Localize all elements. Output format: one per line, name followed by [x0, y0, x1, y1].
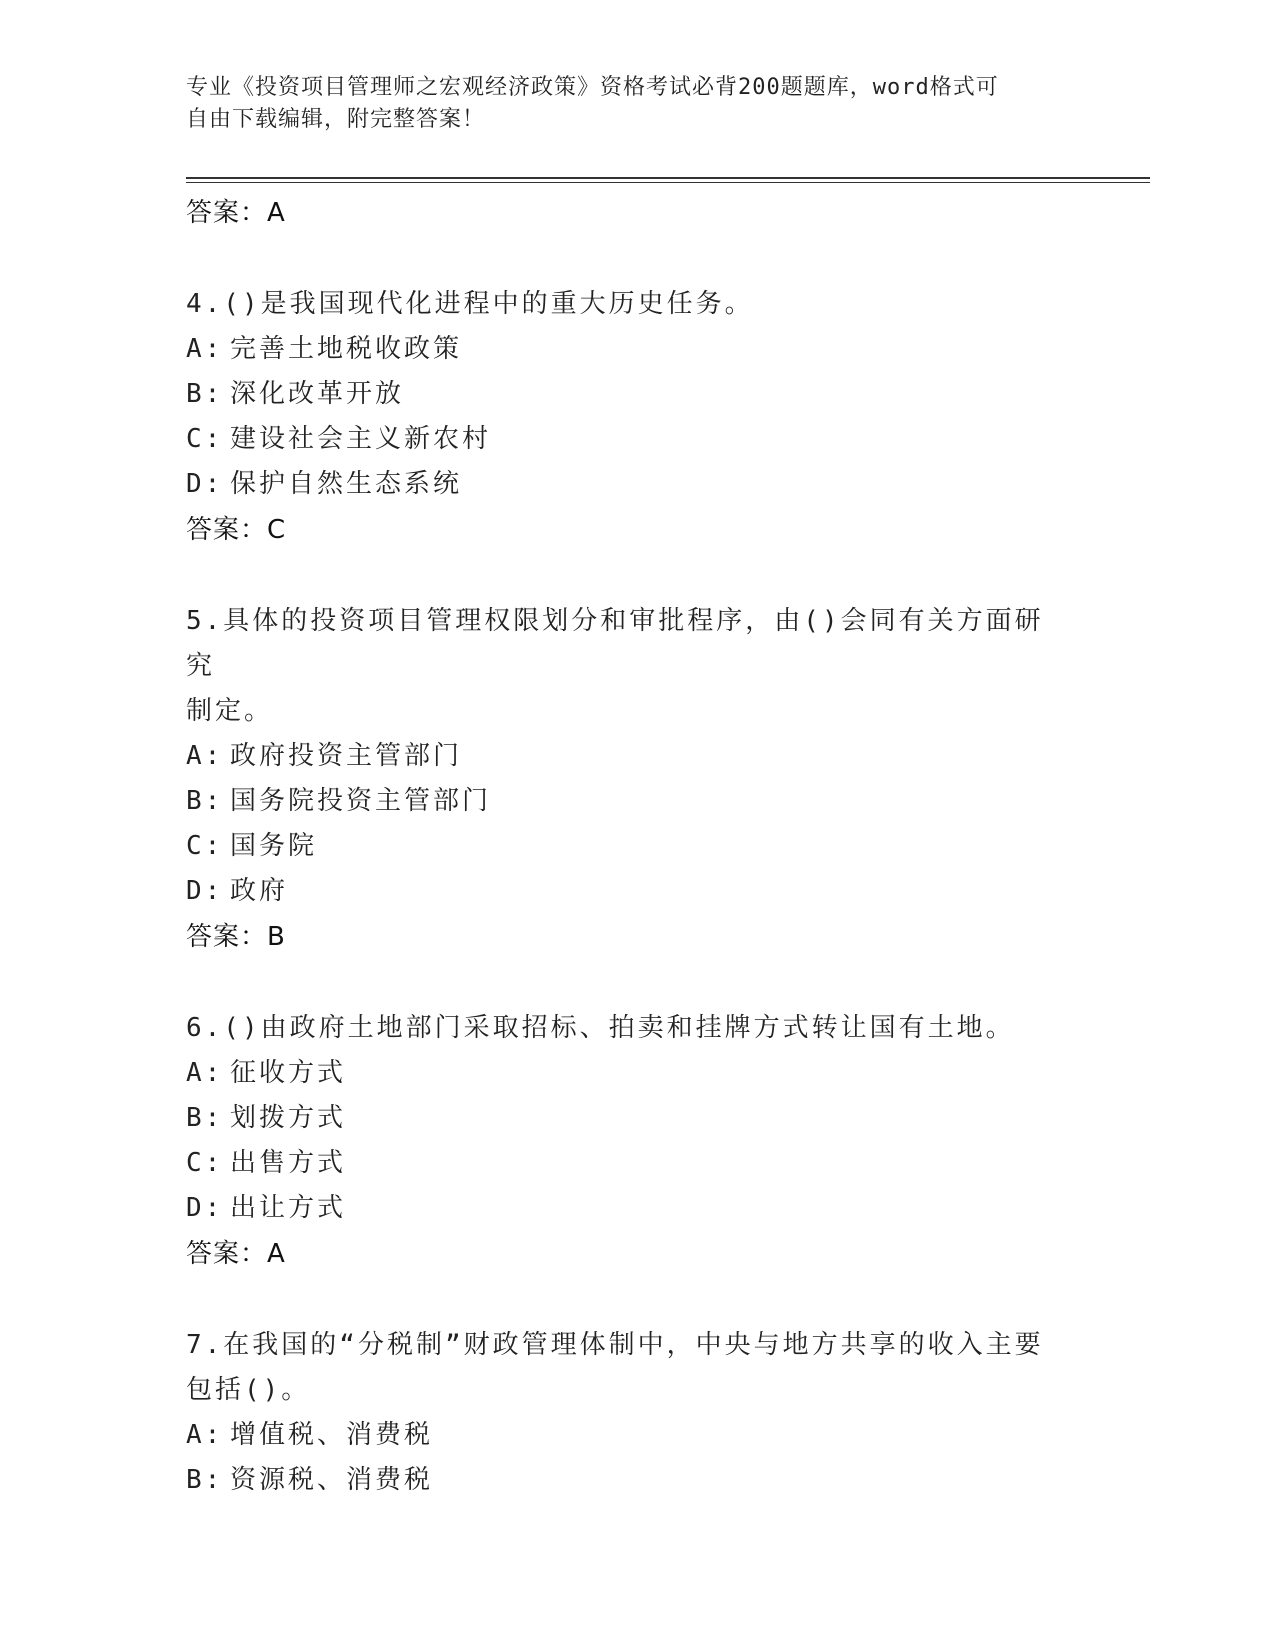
option-text: 保护自然生态系统 — [230, 469, 463, 499]
question-stem: 4.()是我国现代化进程中的重大历史任务。 — [186, 289, 754, 319]
question-stem: 6.()由政府土地部门采取招标、拍卖和挂牌方式转让国有土地。 — [186, 1013, 1015, 1043]
option-a — [186, 327, 1066, 372]
answer-line: 答案：B — [186, 922, 286, 952]
question-7 — [186, 1323, 1066, 1503]
spacer — [186, 1277, 1066, 1323]
spacer — [186, 960, 1066, 1006]
option-text: 政府投资主管部门 — [230, 741, 463, 771]
header-divider-thin — [186, 182, 1150, 183]
option-d — [186, 869, 1066, 914]
option-text: 国务院投资主管部门 — [230, 786, 492, 816]
option-letter: C: — [186, 424, 224, 454]
option-text: 出售方式 — [230, 1148, 347, 1178]
answer-line: 答案：C — [186, 515, 287, 545]
header-line-2: 自由下载编辑，附完整答案！ — [186, 107, 486, 132]
question-stem: 5.具体的投资项目管理权限划分和审批程序，由()会同有关方面研究 — [186, 606, 1044, 681]
question-stem-continued: 制定。 — [186, 696, 274, 726]
option-b — [186, 1096, 1066, 1141]
option-letter: A: — [186, 1420, 224, 1450]
option-letter: B: — [186, 379, 224, 409]
option-text: 征收方式 — [230, 1058, 347, 1088]
option-text: 完善土地税收政策 — [230, 334, 463, 364]
question-6 — [186, 1006, 1066, 1277]
spacer — [186, 236, 1066, 282]
question-stem-continued: 包括()。 — [186, 1375, 311, 1405]
option-letter: B: — [186, 1465, 224, 1495]
option-letter: D: — [186, 876, 224, 906]
answer-line: 答案：A — [186, 1239, 286, 1269]
option-letter: A: — [186, 741, 224, 771]
question-list — [186, 190, 1066, 1503]
header-divider-thick — [186, 177, 1150, 179]
option-c — [186, 824, 1066, 869]
carryover-answer: 答案：A — [186, 198, 286, 228]
option-letter: D: — [186, 1193, 224, 1223]
option-text: 国务院 — [230, 831, 318, 861]
option-c — [186, 417, 1066, 462]
option-b — [186, 1458, 1066, 1503]
option-text: 政府 — [230, 876, 289, 906]
option-text: 增值税、消费税 — [230, 1420, 434, 1450]
header-line-1: 专业《投资项目管理师之宏观经济政策》资格考试必背200题题库，word格式可 — [186, 75, 999, 100]
option-letter: D: — [186, 469, 224, 499]
option-letter: C: — [186, 831, 224, 861]
option-text: 划拨方式 — [230, 1103, 347, 1133]
option-letter: B: — [186, 786, 224, 816]
option-letter: B: — [186, 1103, 224, 1133]
option-letter: C: — [186, 1148, 224, 1178]
option-c — [186, 1141, 1066, 1186]
option-text: 出让方式 — [230, 1193, 347, 1223]
option-letter: A: — [186, 334, 224, 364]
option-a — [186, 1413, 1066, 1458]
option-d — [186, 1186, 1066, 1231]
option-b — [186, 372, 1066, 417]
spacer — [186, 553, 1066, 599]
question-5 — [186, 599, 1066, 960]
option-a — [186, 1051, 1066, 1096]
option-letter: A: — [186, 1058, 224, 1088]
option-d — [186, 462, 1066, 507]
question-4 — [186, 282, 1066, 553]
document-header — [186, 72, 1066, 136]
option-text: 深化改革开放 — [230, 379, 405, 409]
option-text: 建设社会主义新农村 — [230, 424, 492, 454]
option-a — [186, 734, 1066, 779]
option-b — [186, 779, 1066, 824]
option-text: 资源税、消费税 — [230, 1465, 434, 1495]
question-stem: 7.在我国的“分税制”财政管理体制中，中央与地方共享的收入主要 — [186, 1330, 1044, 1360]
